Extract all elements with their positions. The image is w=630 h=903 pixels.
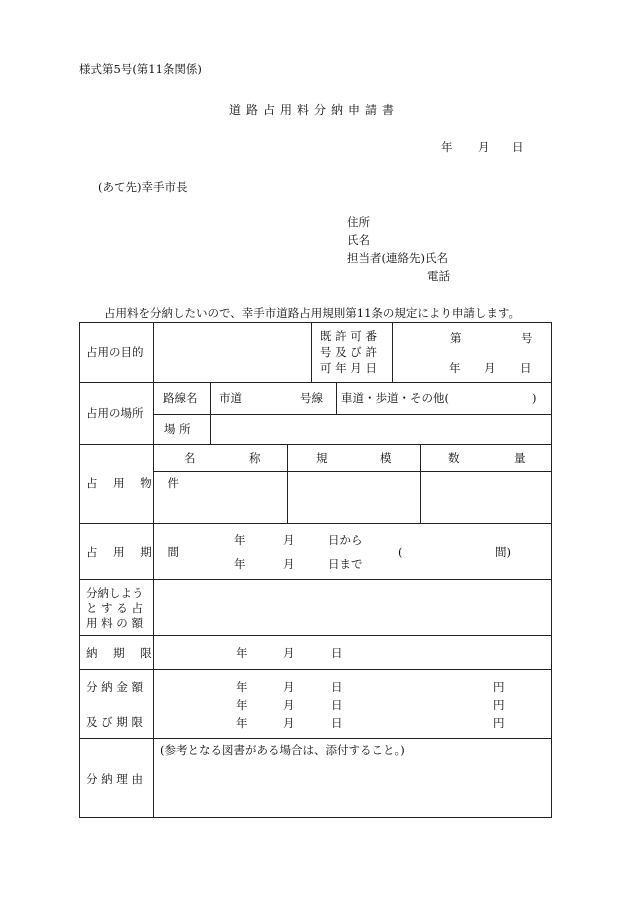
permit-month: 月	[484, 361, 496, 375]
column-divider	[420, 444, 421, 523]
route-city: 市道	[219, 391, 242, 405]
addressee: (あて先)幸手市長	[98, 180, 188, 194]
purpose-label: 占用の目的	[86, 345, 144, 359]
permit-year: 年	[449, 361, 461, 375]
installment-year: 年	[236, 716, 248, 730]
amount-label-line3: 用 料 の 額	[86, 616, 143, 630]
applicant-name-label: 氏名	[347, 233, 370, 247]
row-divider	[80, 635, 552, 636]
period-label: 占 用 期 間	[86, 545, 185, 559]
deadline-year: 年	[236, 646, 248, 660]
period-span-close: 間)	[495, 545, 511, 559]
installment-month: 月	[283, 716, 295, 730]
reason-label: 分 納 理 由	[86, 772, 143, 786]
column-divider	[153, 323, 154, 817]
period-to-day: 日まで	[328, 557, 363, 571]
col-qty-b: 量	[514, 451, 526, 465]
date-day: 日	[512, 140, 524, 154]
column-divider	[311, 323, 312, 382]
column-divider	[336, 382, 337, 414]
installment-year: 年	[236, 698, 248, 712]
permit-go: 号	[521, 331, 533, 345]
installment-day: 日	[331, 698, 343, 712]
intro-text: 占用料を分納したいので、幸手市道路占用規則第11条の規定により申請します。	[104, 306, 520, 320]
period-from-month: 月	[283, 533, 295, 547]
column-divider	[287, 444, 288, 523]
reason-note: (参考となる図書がある場合は、添付すること。)	[160, 743, 405, 757]
installment-yen: 円	[493, 698, 505, 712]
deadline-day: 日	[331, 646, 343, 660]
amount-label-line2: と す る 占	[86, 601, 143, 615]
permit-day: 日	[520, 361, 532, 375]
installment-yen: 円	[493, 680, 505, 694]
installment-month: 月	[283, 680, 295, 694]
locale-label: 場 所	[164, 422, 191, 436]
applicant-address-label: 住所	[347, 215, 370, 229]
col-scale-b: 模	[380, 451, 392, 465]
row-divider	[80, 382, 552, 383]
row-divider	[80, 669, 552, 670]
permit-dai: 第	[450, 331, 462, 345]
permit-label-line2: 号 及 び 許	[320, 345, 377, 359]
deadline-label: 納 期 限	[86, 646, 158, 660]
row-divider	[80, 738, 552, 739]
period-from-day: 日から	[328, 533, 363, 547]
installment-year: 年	[236, 680, 248, 694]
route-number: 号線	[300, 391, 323, 405]
applicant-contact-label: 担当者(連絡先)氏名	[347, 251, 448, 265]
period-to-year: 年	[234, 557, 246, 571]
column-divider	[392, 323, 393, 382]
application-table	[79, 322, 552, 818]
col-name-a: 名	[184, 451, 196, 465]
permit-label-line3: 可 年 月 日	[320, 361, 377, 375]
applicant-phone-label: 電話	[427, 269, 450, 283]
objects-label: 占 用 物 件	[86, 476, 185, 490]
row-divider	[80, 523, 552, 524]
period-to-month: 月	[283, 557, 295, 571]
period-from-year: 年	[234, 533, 246, 547]
row-divider	[153, 414, 552, 415]
form-number: 様式第5号(第11条関係)	[79, 62, 202, 76]
date-month: 月	[478, 140, 490, 154]
row-divider	[153, 471, 552, 472]
row-divider	[80, 579, 552, 580]
col-scale-a: 規	[316, 451, 328, 465]
route-type-close: )	[532, 391, 537, 405]
deadline-month: 月	[283, 646, 295, 660]
col-qty-a: 数	[448, 451, 460, 465]
row-divider	[80, 444, 552, 445]
installment-day: 日	[331, 716, 343, 730]
place-label: 占用の場所	[86, 406, 144, 420]
installment-day: 日	[331, 680, 343, 694]
route-label: 路線名	[163, 391, 198, 405]
column-divider	[210, 382, 211, 444]
installment-yen: 円	[493, 716, 505, 730]
col-name-b: 称	[249, 451, 261, 465]
document-title: 道路占用料分納申請書	[229, 103, 400, 117]
installment-month: 月	[283, 698, 295, 712]
period-span-open: (	[398, 545, 403, 559]
installment-label-line1: 分 納 金 額	[86, 680, 143, 694]
route-type: 車道・歩道・その他(	[341, 391, 449, 405]
permit-label-line1: 既 許 可 番	[320, 329, 377, 343]
date-year: 年	[441, 140, 453, 154]
amount-label-line1: 分納しよう	[86, 586, 144, 600]
installment-label-line2: 及 び 期 限	[86, 715, 143, 729]
